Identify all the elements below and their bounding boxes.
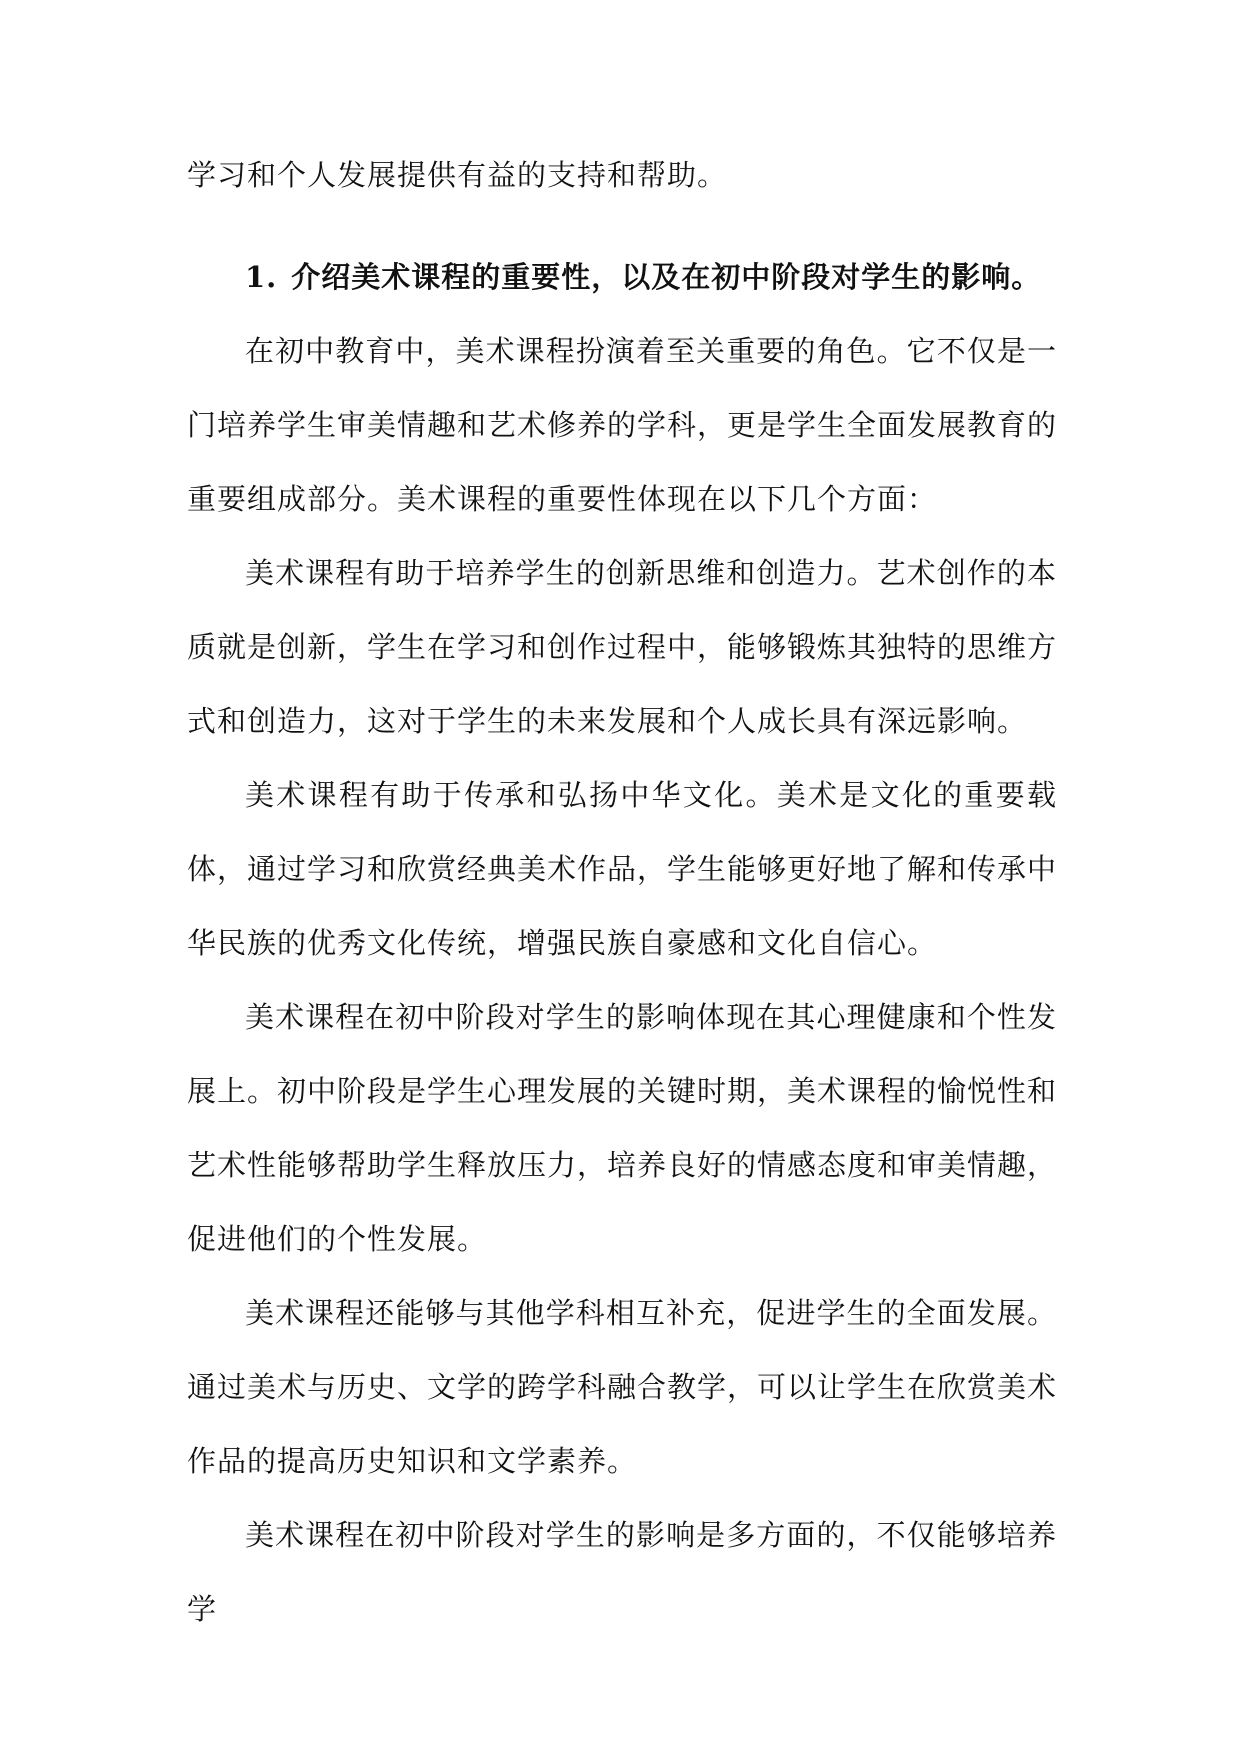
continuation-paragraph: 学习和个人发展提供有益的支持和帮助。 (187, 158, 728, 192)
section-number: 1. (245, 260, 278, 294)
paragraph: 在初中教育中，美术课程扮演着至关重要的角色。它不仅是一门培养学生审美情趣和艺术修养的学科，更是学生全面发展教育的重要组成部分。美术课程的重要性体现在以下几个方面： (187, 334, 1058, 516)
paragraph: 美术课程有助于培养学生的创新思维和创造力。艺术创作的本质就是创新，学生在学习和创作过程中，能够锻炼其独特的思维方式和创造力，这对于学生的未来发展和个人成长具有深远影响。 (187, 556, 1058, 738)
paragraph: 美术课程还能够与其他学科相互补充，促进学生的全面发展。通过美术与历史、文学的跨学科融合教学，可以让学生在欣赏美术作品的提高历史知识和文学素养。 (187, 1296, 1058, 1478)
paragraph: 美术课程在初中阶段对学生的影响是多方面的，不仅能够培养学 (187, 1518, 1057, 1626)
paragraph: 美术课程有助于传承和弘扬中华文化。美术是文化的重要载体，通过学习和欣赏经典美术作品，学生能够更好地了解和传承中华民族的优秀文化传统，增强民族自豪感和文化自信心。 (187, 778, 1058, 960)
section-title: 介绍美术课程的重要性，以及在初中阶段对学生的影响。 (291, 260, 1042, 294)
section-heading (187, 240, 1057, 314)
paragraph: 美术课程在初中阶段对学生的影响体现在其心理健康和个性发展上。初中阶段是学生心理发展的关键时期，美术课程的愉悦性和艺术性能够帮助学生释放压力，培养良好的情感态度和审美情趣，促进他们的个性发展。 (187, 1000, 1058, 1256)
document-body (187, 138, 1057, 1646)
